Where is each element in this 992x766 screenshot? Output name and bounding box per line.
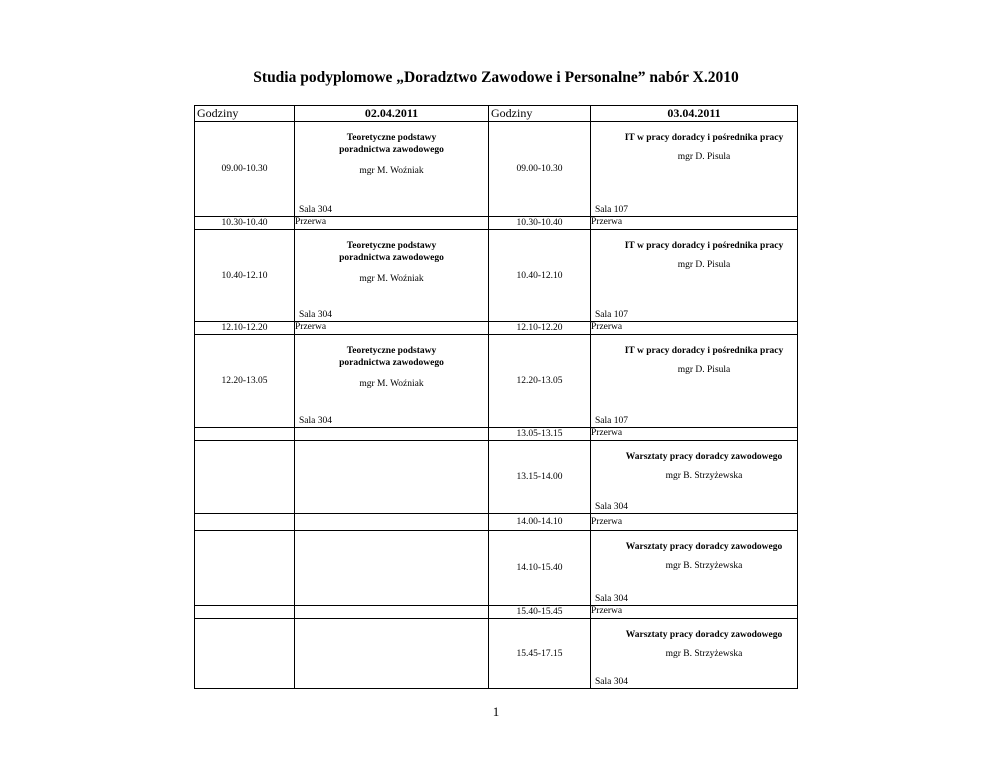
class-cell (591, 441, 798, 514)
empty-cell (295, 441, 489, 514)
class-cell (591, 335, 798, 428)
empty-cell (195, 619, 295, 689)
empty-cell (195, 606, 295, 619)
time-slot: 14.00-14.10 (489, 514, 591, 531)
time-slot: 10.30-10.40 (195, 217, 295, 230)
time-slot: 09.00-10.30 (489, 122, 591, 217)
table-row (195, 428, 798, 441)
break-label: Przerwa (591, 322, 798, 335)
subject-label: Teoretyczne podstawy poradnictwa zawodowego (339, 241, 444, 263)
teacher-label: mgr M. Woźniak (359, 274, 424, 284)
table-row (195, 606, 798, 619)
teacher-label: mgr D. Pisula (677, 152, 731, 162)
subject-label: IT w pracy doradcy i pośrednika pracy (624, 133, 784, 143)
subject-label: IT w pracy doradcy i pośrednika pracy (624, 241, 784, 251)
time-slot: 14.10-15.40 (489, 531, 591, 606)
page-title: Studia podyplomowe „Doradztwo Zawodowe i Personalne” nabór X.2010 (253, 69, 739, 86)
header-row (195, 106, 798, 122)
room-label: Sala 304 (299, 416, 332, 426)
class-cell (295, 335, 489, 428)
time-slot: 13.15-14.00 (489, 441, 591, 514)
teacher-label: mgr M. Woźniak (359, 166, 424, 176)
empty-cell (195, 441, 295, 514)
break-label: Przerwa (591, 514, 798, 531)
class-cell (591, 619, 798, 689)
time-slot: 09.00-10.30 (195, 122, 295, 217)
table-row (195, 531, 798, 606)
empty-cell (295, 514, 489, 531)
teacher-label: mgr D. Pisula (677, 365, 731, 375)
empty-cell (195, 514, 295, 531)
table-row (195, 217, 798, 230)
table-row (195, 441, 798, 514)
table-row (195, 619, 798, 689)
time-slot: 10.40-12.10 (489, 230, 591, 322)
empty-cell (295, 428, 489, 441)
time-slot: 12.20-13.05 (195, 335, 295, 428)
class-cell (295, 122, 489, 217)
time-slot: 13.05-13.15 (489, 428, 591, 441)
teacher-label: mgr B. Strzyżewska (665, 649, 743, 659)
subject-label: Warsztaty pracy doradcy zawodowego (625, 452, 783, 462)
room-label: Sala 107 (595, 310, 628, 320)
subject-label: Warsztaty pracy doradcy zawodowego (625, 542, 783, 552)
room-label: Sala 304 (299, 205, 332, 215)
room-label: Sala 107 (595, 416, 628, 426)
room-label: Sala 304 (595, 594, 628, 604)
break-label: Przerwa (591, 428, 798, 441)
teacher-label: mgr D. Pisula (677, 260, 731, 270)
teacher-label: mgr M. Woźniak (359, 379, 424, 389)
time-slot: 15.45-17.15 (489, 619, 591, 689)
hours-header-1: Godziny (195, 106, 295, 122)
table-row (195, 122, 798, 217)
class-cell (591, 230, 798, 322)
time-slot: 10.30-10.40 (489, 217, 591, 230)
empty-cell (295, 531, 489, 606)
date-header-1: 02.04.2011 (295, 106, 489, 122)
schedule-table (194, 105, 798, 689)
teacher-label: mgr B. Strzyżewska (665, 561, 743, 571)
room-label: Sala 304 (595, 677, 628, 687)
time-slot: 15.40-15.45 (489, 606, 591, 619)
empty-cell (195, 428, 295, 441)
subject-label: Teoretyczne podstawy poradnictwa zawodowego (339, 346, 444, 368)
room-label: Sala 304 (595, 502, 628, 512)
break-label: Przerwa (591, 217, 798, 230)
teacher-label: mgr B. Strzyżewska (665, 471, 743, 481)
class-cell (591, 122, 798, 217)
break-label: Przerwa (295, 322, 489, 335)
time-slot: 12.10-12.20 (195, 322, 295, 335)
empty-cell (295, 606, 489, 619)
subject-label: Warsztaty pracy doradcy zawodowego (625, 630, 783, 640)
table-row (195, 514, 798, 531)
table-row (195, 335, 798, 428)
break-label: Przerwa (591, 606, 798, 619)
hours-header-2: Godziny (489, 106, 591, 122)
table-row (195, 322, 798, 335)
page-number: 1 (492, 704, 500, 719)
class-cell (591, 531, 798, 606)
subject-label: Teoretyczne podstawy poradnictwa zawodowego (339, 133, 444, 155)
time-slot: 10.40-12.10 (195, 230, 295, 322)
room-label: Sala 304 (299, 310, 332, 320)
break-label: Przerwa (295, 217, 489, 230)
class-cell (295, 230, 489, 322)
time-slot: 12.10-12.20 (489, 322, 591, 335)
room-label: Sala 107 (595, 205, 628, 215)
time-slot: 12.20-13.05 (489, 335, 591, 428)
empty-cell (195, 531, 295, 606)
subject-label: IT w pracy doradcy i pośrednika pracy (624, 346, 784, 356)
empty-cell (295, 619, 489, 689)
date-header-2: 03.04.2011 (591, 106, 798, 122)
table-row (195, 230, 798, 322)
